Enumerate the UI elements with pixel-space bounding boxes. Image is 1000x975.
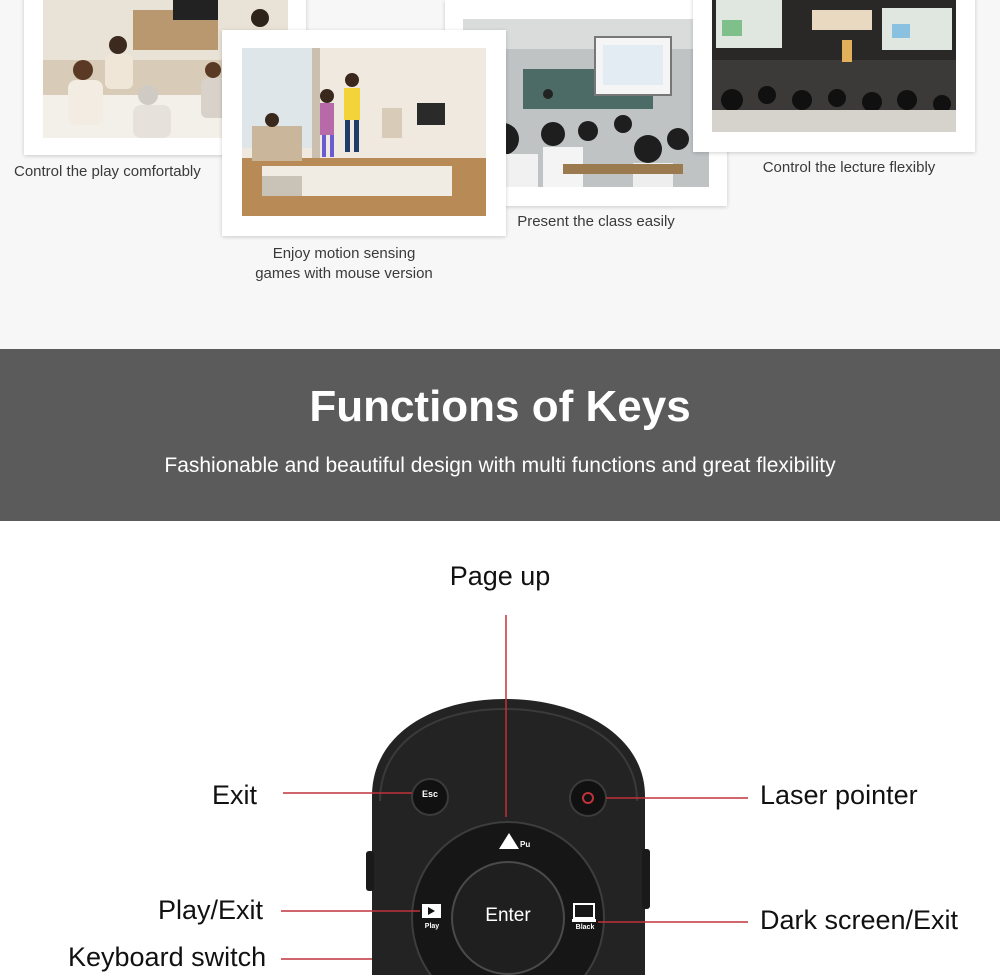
esc-button-label: Esc bbox=[421, 789, 438, 799]
label-play-exit: Play/Exit bbox=[158, 895, 264, 925]
caption-control-play: Control the play comfortably bbox=[14, 163, 201, 180]
pu-label: Pu bbox=[520, 840, 531, 849]
functions-banner bbox=[0, 349, 1000, 521]
laser-button bbox=[570, 780, 606, 816]
scene-card-motion-game bbox=[222, 30, 506, 282]
usage-scenes-section bbox=[0, 0, 1000, 349]
banner-title: Functions of Keys bbox=[309, 382, 691, 431]
caption-motion-game-line1: Enjoy motion sensing bbox=[272, 245, 416, 262]
lecture-hall-photo bbox=[712, 0, 956, 132]
play-button-label: Play bbox=[424, 923, 440, 930]
enter-button-label: Enter bbox=[485, 905, 531, 926]
caption-control-lecture: Control the lecture flexibly bbox=[762, 159, 936, 176]
black-button-label: Black bbox=[575, 924, 595, 931]
keys-diagram bbox=[0, 521, 1000, 975]
label-keyboard-switch: Keyboard switch bbox=[68, 942, 267, 972]
label-page-up: Page up bbox=[449, 561, 551, 591]
scene-card-lecture-hall bbox=[693, 0, 975, 176]
caption-present-class: Present the class easily bbox=[517, 213, 675, 230]
label-dark-screen-exit: Dark screen/Exit bbox=[760, 905, 959, 935]
side-button-right bbox=[642, 849, 650, 909]
caption-motion-game-line2: games with mouse version bbox=[255, 265, 433, 282]
caption-motion-game bbox=[222, 244, 466, 284]
label-laser-pointer: Laser pointer bbox=[760, 780, 918, 810]
side-button-left bbox=[366, 851, 374, 891]
banner-subtitle: Fashionable and beautiful design with multi functions and great flexibility bbox=[164, 454, 836, 477]
label-exit: Exit bbox=[212, 780, 258, 810]
motion-game-photo bbox=[242, 48, 486, 216]
